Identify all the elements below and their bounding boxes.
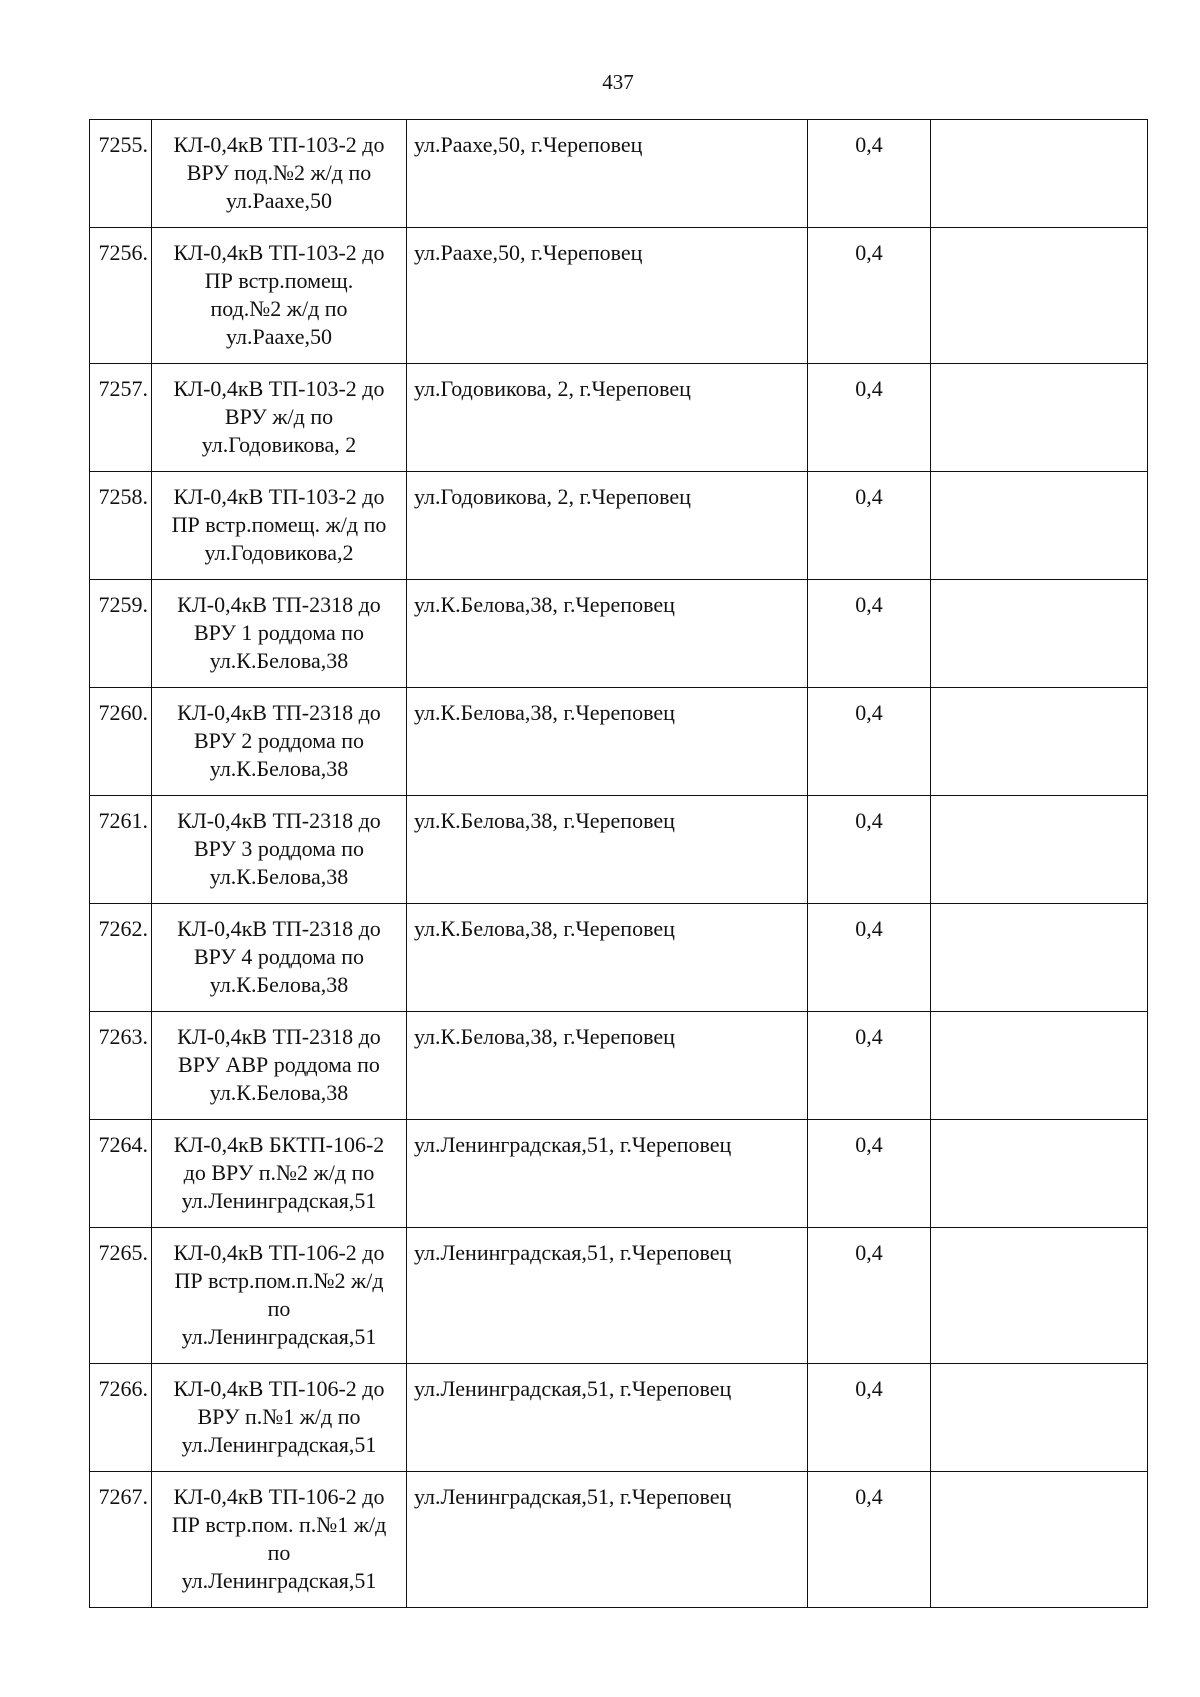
- cable-line-name: [152, 688, 407, 796]
- location-address: ул.Годовикова, 2, г.Череповец: [407, 472, 808, 580]
- table-row: [90, 688, 1148, 796]
- cable-line-name-text: КЛ-0,4кВ ТП-103-2 до ПР встр.помещ. под.№2 ж/д по ул.Раахе,50: [173, 240, 385, 349]
- row-number: 7257.: [90, 364, 152, 472]
- row-number: 7264.: [90, 1120, 152, 1228]
- empty-cell: [931, 228, 1148, 364]
- table-row: [90, 1472, 1148, 1608]
- table-row: [90, 1120, 1148, 1228]
- table-row: [90, 1364, 1148, 1472]
- cable-line-name: [152, 1364, 407, 1472]
- page-number: 437: [602, 70, 634, 94]
- voltage-value: 0,4: [808, 1472, 931, 1608]
- table-row: [90, 1012, 1148, 1120]
- table-row: [90, 580, 1148, 688]
- row-number: 7259.: [90, 580, 152, 688]
- cable-line-name: [152, 228, 407, 364]
- table-row: [90, 228, 1148, 364]
- cable-line-name-text: КЛ-0,4кВ ТП-106-2 до ВРУ п.№1 ж/д по ул.Ленинградская,51: [173, 1376, 385, 1457]
- cable-line-name-text: КЛ-0,4кВ ТП-103-2 до ВРУ ж/д по ул.Годовикова, 2: [173, 376, 385, 457]
- empty-cell: [931, 472, 1148, 580]
- table-row: [90, 904, 1148, 1012]
- location-address: ул.Раахе,50, г.Череповец: [407, 228, 808, 364]
- empty-cell: [931, 796, 1148, 904]
- cable-line-name: [152, 1472, 407, 1608]
- cable-line-name: [152, 580, 407, 688]
- location-address: ул.Ленинградская,51, г.Череповец: [407, 1228, 808, 1364]
- cable-line-name-text: КЛ-0,4кВ ТП-2318 до ВРУ 4 роддома по ул.К.Белова,38: [177, 916, 381, 997]
- voltage-value: 0,4: [808, 1364, 931, 1472]
- cable-line-name-text: КЛ-0,4кВ ТП-2318 до ВРУ 1 роддома по ул.К.Белова,38: [177, 592, 381, 673]
- voltage-value: 0,4: [808, 364, 931, 472]
- location-address: ул.Ленинградская,51, г.Череповец: [407, 1120, 808, 1228]
- empty-cell: [931, 1364, 1148, 1472]
- location-address: ул.Годовикова, 2, г.Череповец: [407, 364, 808, 472]
- table-row: [90, 796, 1148, 904]
- table-row: [90, 120, 1148, 228]
- empty-cell: [931, 1120, 1148, 1228]
- location-address: ул.Раахе,50, г.Череповец: [407, 120, 808, 228]
- empty-cell: [931, 1228, 1148, 1364]
- empty-cell: [931, 904, 1148, 1012]
- table-row: [90, 364, 1148, 472]
- cable-line-name-text: КЛ-0,4кВ ТП-2318 до ВРУ АВР роддома по ул.К.Белова,38: [177, 1024, 381, 1105]
- cable-line-name: [152, 472, 407, 580]
- cable-line-name: [152, 796, 407, 904]
- table-row: [90, 472, 1148, 580]
- cable-line-name-text: КЛ-0,4кВ ТП-106-2 до ПР встр.пом.п.№2 ж/д по ул.Ленинградская,51: [173, 1240, 385, 1349]
- voltage-value: 0,4: [808, 1228, 931, 1364]
- voltage-value: 0,4: [808, 120, 931, 228]
- location-address: ул.Ленинградская,51, г.Череповец: [407, 1364, 808, 1472]
- row-number: 7265.: [90, 1228, 152, 1364]
- row-number: 7266.: [90, 1364, 152, 1472]
- voltage-value: 0,4: [808, 904, 931, 1012]
- cable-line-name-text: КЛ-0,4кВ БКТП-106-2 до ВРУ п.№2 ж/д по ул.Ленинградская,51: [173, 1132, 385, 1213]
- location-address: ул.К.Белова,38, г.Череповец: [407, 1012, 808, 1120]
- location-address: ул.Ленинградская,51, г.Череповец: [407, 1472, 808, 1608]
- cable-line-name-text: КЛ-0,4кВ ТП-106-2 до ПР встр.пом. п.№1 ж/д по ул.Ленинградская,51: [171, 1484, 387, 1593]
- voltage-value: 0,4: [808, 796, 931, 904]
- cable-line-name: [152, 904, 407, 1012]
- row-number: 7267.: [90, 1472, 152, 1608]
- voltage-value: 0,4: [808, 472, 931, 580]
- location-address: ул.К.Белова,38, г.Череповец: [407, 904, 808, 1012]
- empty-cell: [931, 364, 1148, 472]
- empty-cell: [931, 688, 1148, 796]
- cable-line-name: [152, 364, 407, 472]
- row-number: 7260.: [90, 688, 152, 796]
- voltage-value: 0,4: [808, 1120, 931, 1228]
- empty-cell: [931, 1012, 1148, 1120]
- row-number: 7263.: [90, 1012, 152, 1120]
- voltage-value: 0,4: [808, 1012, 931, 1120]
- location-address: ул.К.Белова,38, г.Череповец: [407, 688, 808, 796]
- voltage-value: 0,4: [808, 688, 931, 796]
- cable-line-name: [152, 1228, 407, 1364]
- register-table: [89, 119, 1148, 1608]
- row-number: 7258.: [90, 472, 152, 580]
- register-table-body: [90, 120, 1148, 1608]
- table-row: [90, 1228, 1148, 1364]
- cable-line-name: [152, 120, 407, 228]
- voltage-value: 0,4: [808, 580, 931, 688]
- location-address: ул.К.Белова,38, г.Череповец: [407, 580, 808, 688]
- row-number: 7261.: [90, 796, 152, 904]
- cable-line-name: [152, 1012, 407, 1120]
- empty-cell: [931, 1472, 1148, 1608]
- cable-line-name: [152, 1120, 407, 1228]
- cable-line-name-text: КЛ-0,4кВ ТП-2318 до ВРУ 3 роддома по ул.К.Белова,38: [177, 808, 381, 889]
- row-number: 7256.: [90, 228, 152, 364]
- row-number: 7262.: [90, 904, 152, 1012]
- empty-cell: [931, 580, 1148, 688]
- cable-line-name-text: КЛ-0,4кВ ТП-2318 до ВРУ 2 роддома по ул.К.Белова,38: [177, 700, 381, 781]
- location-address: ул.К.Белова,38, г.Череповец: [407, 796, 808, 904]
- row-number: 7255.: [90, 120, 152, 228]
- empty-cell: [931, 120, 1148, 228]
- voltage-value: 0,4: [808, 228, 931, 364]
- cable-line-name-text: КЛ-0,4кВ ТП-103-2 до ПР встр.помещ. ж/д по ул.Годовикова,2: [171, 484, 387, 565]
- cable-line-name-text: КЛ-0,4кВ ТП-103-2 до ВРУ под.№2 ж/д по ул.Раахе,50: [173, 132, 385, 213]
